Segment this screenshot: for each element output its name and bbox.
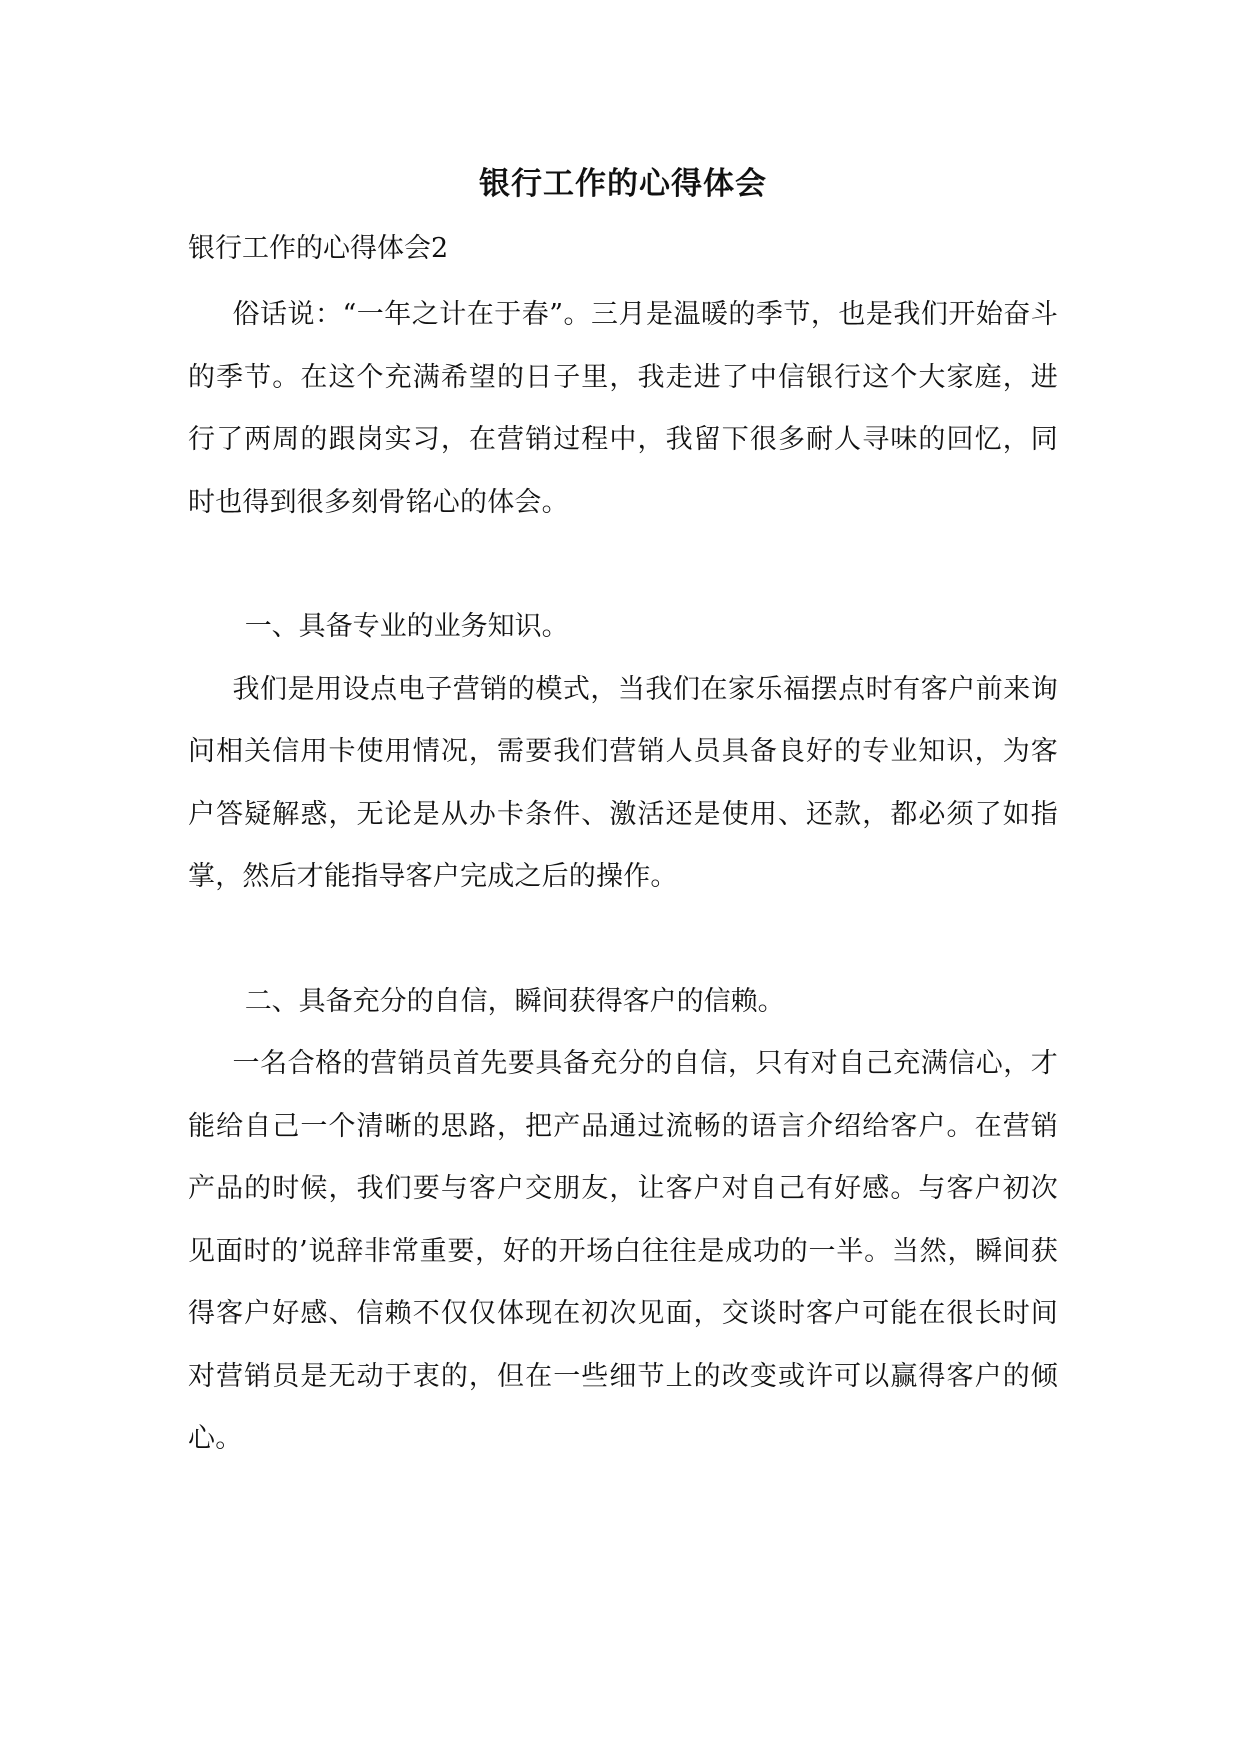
- section-heading-2: 二、具备充分的自信，瞬间获得客户的信赖。: [244, 985, 785, 1017]
- section-body-2: 一名合格的营销员首先要具备充分的自信，只有对自己充满信心，才能给自己一个清晰的思路，把产品通过流畅的语言介绍给客户。在营销产品的时候，我们要与客户交朋友，让客户对自己有好感。与客户初次见面时的’说辞非常重要，好的开场白往往是成功的一半。当然，瞬间获得客户好感、信赖不仅仅体现在初次见面，交谈时客户可能在很长时间对营销员是无动于衷的，但在一些细节上的改变或许可以赢得客户的倾心。: [188, 1048, 1058, 1454]
- section-heading-1: 一、具备专业的业务知识。: [244, 611, 569, 642]
- document-content: [188, 158, 1058, 1471]
- document-subtitle: 银行工作的心得体会2: [188, 233, 449, 264]
- section-body-1: 我们是用设点电子营销的模式，当我们在家乐福摆点时有客户前来询问相关信用卡使用情况，需要我们营销人员具备良好的专业知识，为客户答疑解惑，无论是从办卡条件、激活还是使用、还款，都必须了如指掌，然后才能指导客户完成之后的操作。: [188, 673, 1058, 892]
- section-spacer: [188, 534, 1058, 596]
- section-spacer: [188, 909, 1058, 971]
- intro-paragraph: 俗话说：“一年之计在于春”。三月是温暖的季节，也是我们开始奋斗的季节。在这个充满希望的日子里，我走进了中信银行这个大家庭，进行了两周的跟岗实习，在营销过程中，我留下很多耐人寻味的回忆，同时也得到很多刻骨铭心的体会。: [188, 299, 1058, 518]
- document-title: 银行工作的心得体会: [479, 166, 767, 202]
